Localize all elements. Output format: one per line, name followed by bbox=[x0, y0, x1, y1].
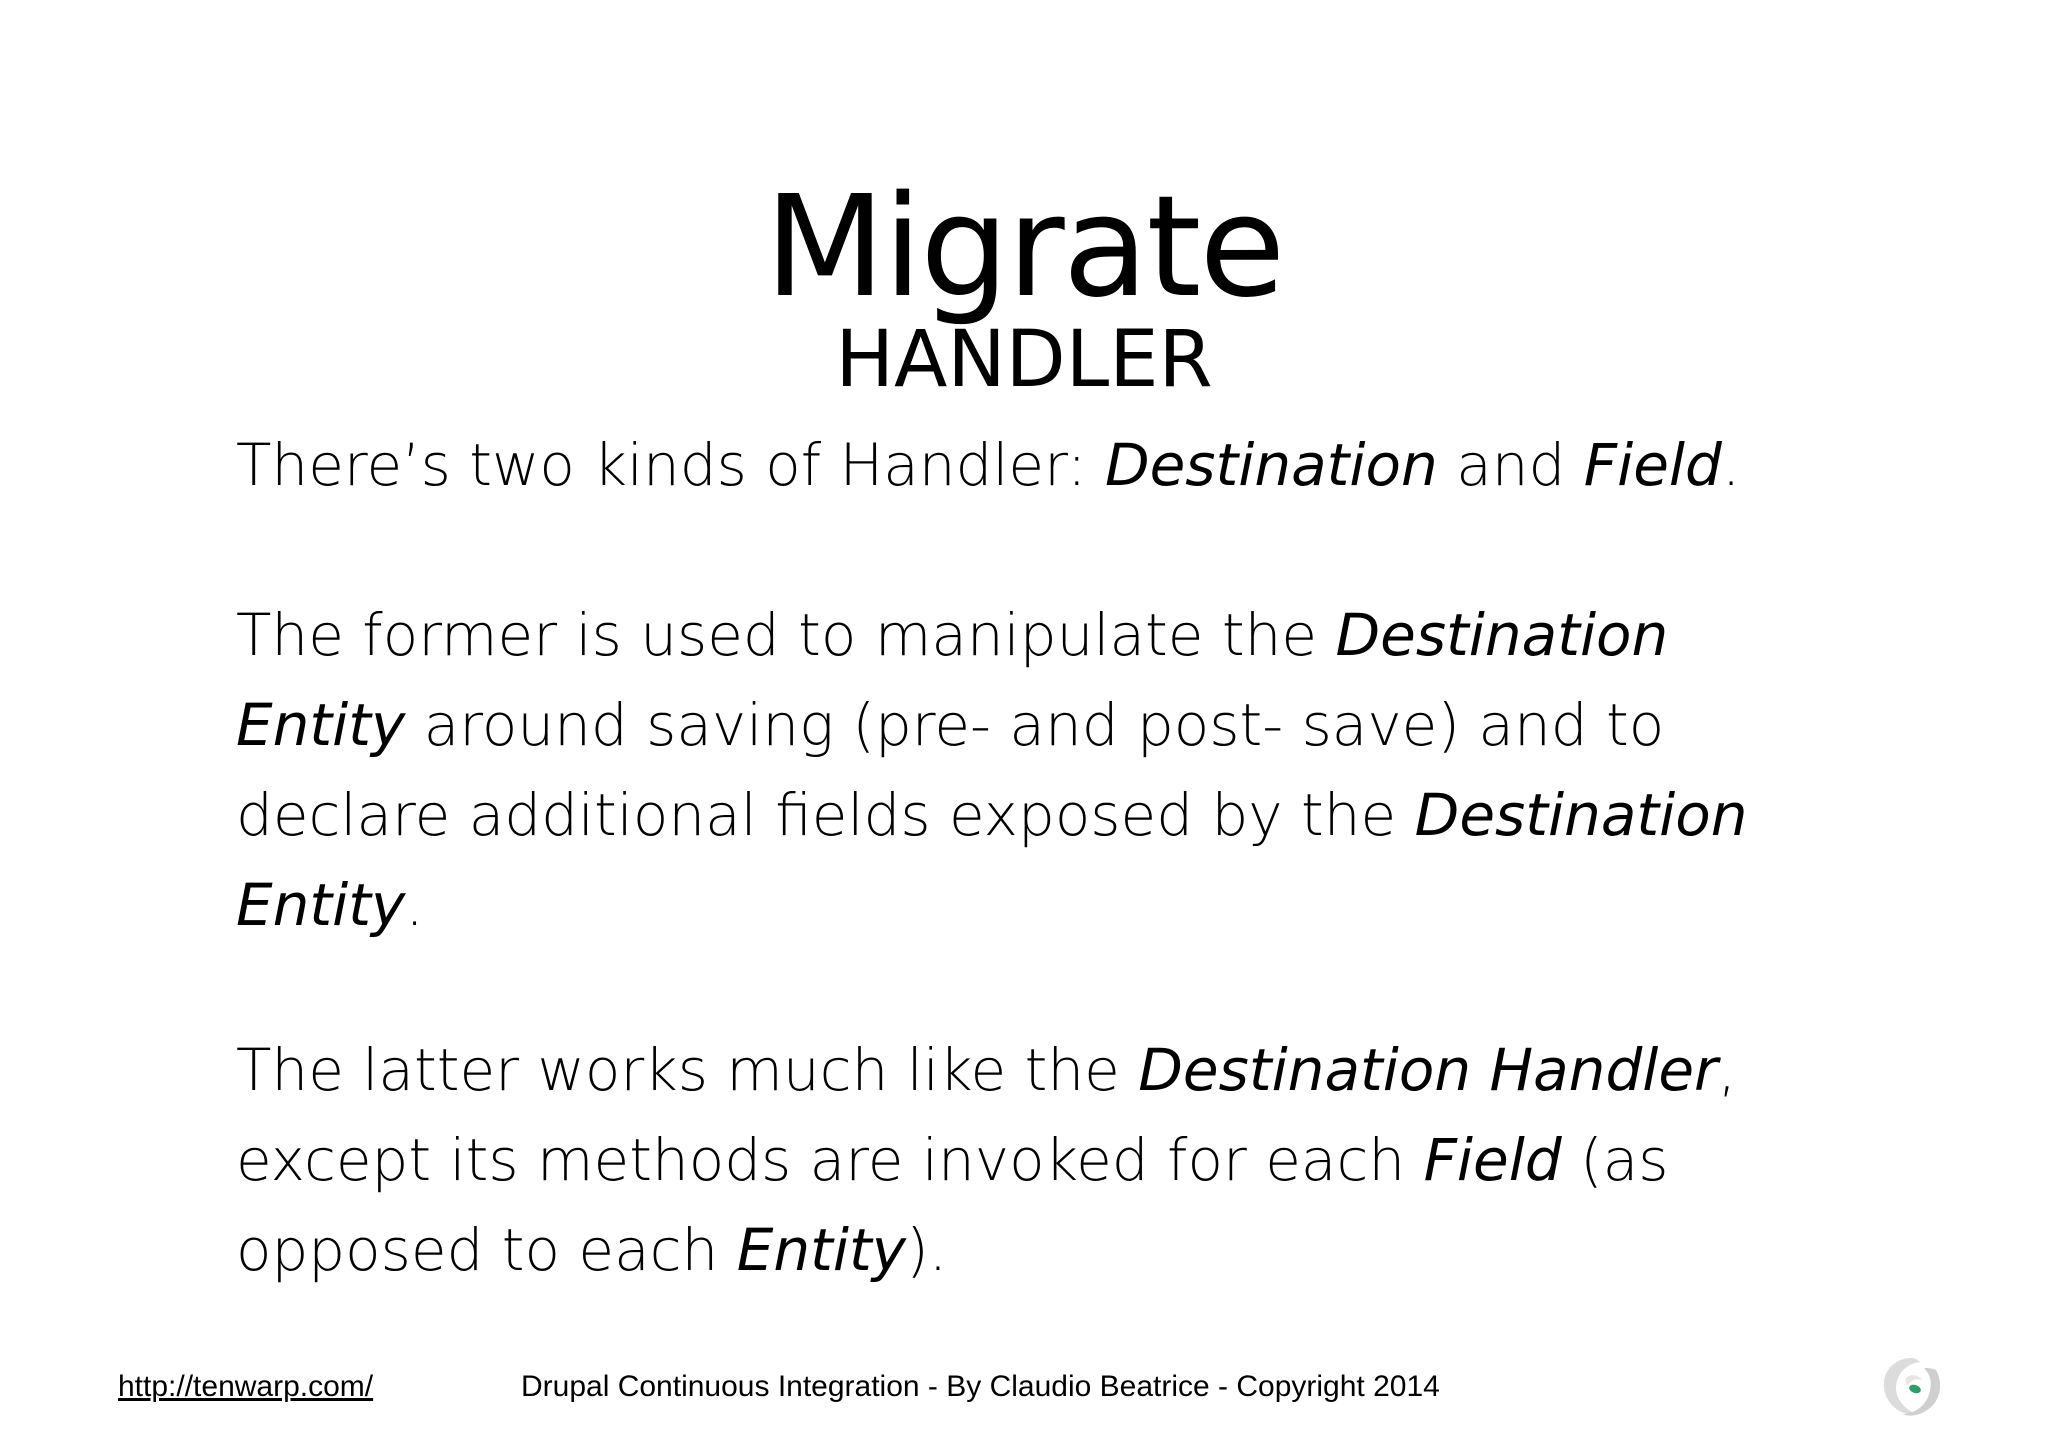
p3-text-3: (as opposed to each bbox=[236, 1126, 1669, 1284]
footer-website-link[interactable]: http://tenwarp.com/ bbox=[118, 1370, 374, 1403]
p3-emphasis-2: Field bbox=[1423, 1126, 1562, 1194]
p1-text-3: . bbox=[1721, 431, 1741, 499]
p3-emphasis-1: Destination Handler bbox=[1138, 1036, 1718, 1104]
p3-text-4: ). bbox=[906, 1216, 948, 1284]
p2-emphasis-1: Destination Entity bbox=[236, 601, 1669, 759]
p1-emphasis-1: Destination bbox=[1104, 431, 1438, 499]
p3-emphasis-3: Entity bbox=[736, 1216, 907, 1284]
p2-text-3: . bbox=[405, 871, 424, 939]
slide-title: Migrate bbox=[764, 166, 1284, 329]
p3-text-1: The latter works much like the bbox=[236, 1036, 1139, 1104]
p1-emphasis-2: Field bbox=[1583, 431, 1722, 499]
p3-text-2: , except its methods are invoked for each bbox=[236, 1036, 1737, 1194]
p2-text-1: The former is used to manipulate the bbox=[236, 601, 1336, 669]
paragraph-field-handler bbox=[236, 1025, 1836, 1295]
p2-text-2: around saving (pre- and post- save) and to declare additional fields exposed by the bbox=[236, 691, 1665, 849]
paragraph-destination-handler bbox=[236, 590, 1836, 950]
p2-emphasis-2: Destination Entity bbox=[236, 781, 1748, 939]
paragraph-handler-kinds bbox=[236, 420, 1836, 510]
tenwarp-logo-icon bbox=[1876, 1352, 1948, 1424]
slide-subtitle: HANDLER bbox=[835, 315, 1213, 405]
footer-credit: Drupal Continuous Integration - By Claudio Beatrice - Copyright 2014 bbox=[521, 1370, 1440, 1403]
p1-text-1: There’s two kinds of Handler: bbox=[236, 431, 1105, 499]
p1-text-2: and bbox=[1437, 431, 1584, 499]
